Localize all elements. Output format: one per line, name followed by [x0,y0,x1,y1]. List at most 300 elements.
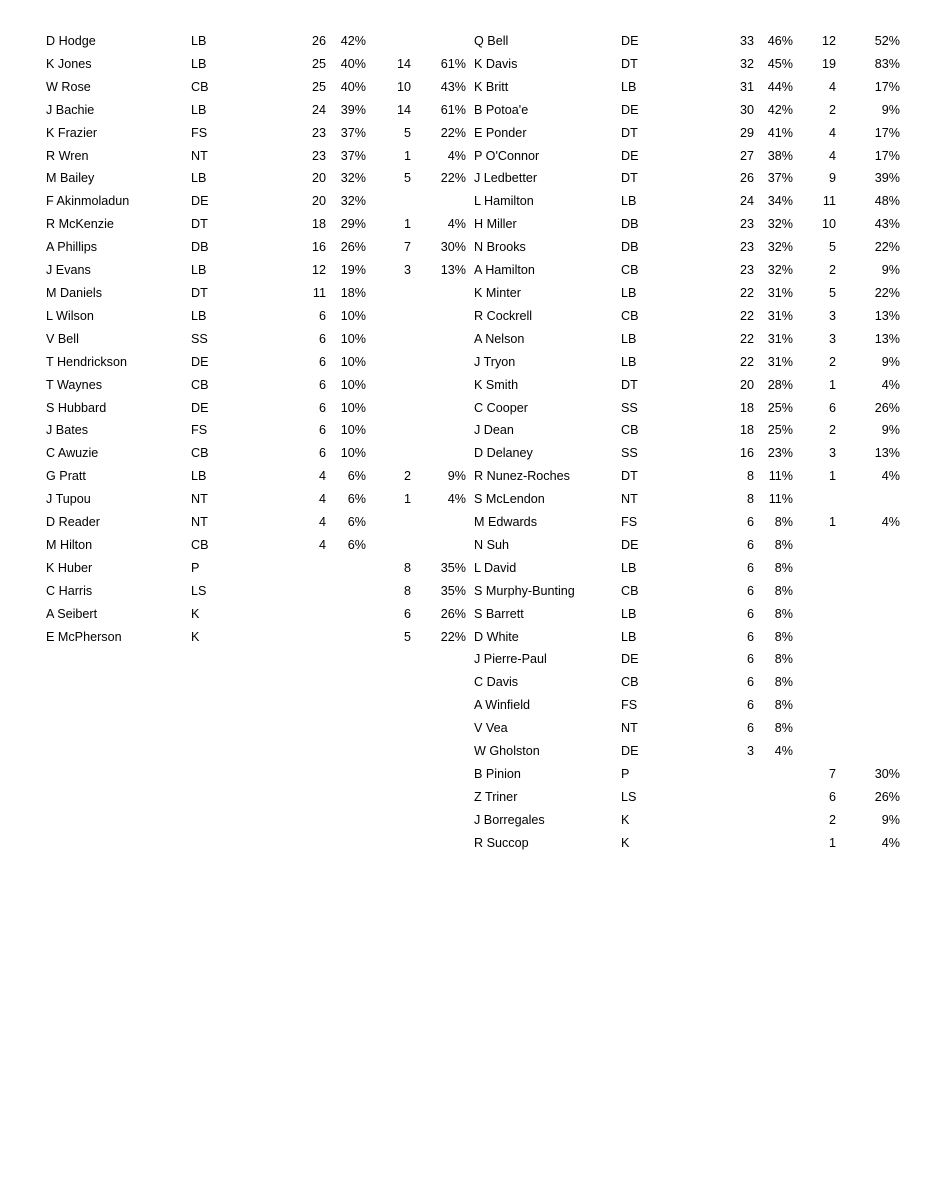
position: LS [191,583,207,598]
special-teams-snaps [793,534,836,557]
position: DB [621,240,639,255]
defense-snaps: 8 [746,469,754,484]
table-row [474,763,900,786]
position: K [621,812,630,827]
player-name: M Daniels [46,285,102,300]
table-row [474,145,900,168]
special-teams-snaps: 5 [403,171,411,186]
special-teams-snaps: 8 [403,583,411,598]
special-teams-snaps [366,374,411,397]
special-teams-snaps [793,557,836,580]
position: CB [621,308,639,323]
position: SS [621,400,638,415]
special-teams-snaps [366,534,411,557]
defense-snap-pct: 8% [774,652,793,667]
defense-snaps [301,580,326,603]
special-teams-snap-pct: 17% [874,125,900,140]
player-name: K Smith [474,377,519,392]
position: DT [621,469,638,484]
defense-snap-pct [754,832,793,855]
defense-snap-pct: 37% [340,148,366,163]
table-row [474,809,900,832]
player-name: D Delaney [474,446,533,461]
special-teams-snap-pct: 43% [440,79,466,94]
defense-snap-pct: 26% [340,240,366,255]
defense-snap-pct: 32% [340,194,366,209]
defense-snap-pct [326,603,366,626]
special-teams-snap-pct: 9% [447,469,466,484]
special-teams-snap-pct: 13% [874,331,900,346]
defense-snaps: 8 [746,492,754,507]
position: LB [621,194,637,209]
special-teams-snap-pct: 26% [874,789,900,804]
table-row [46,488,466,511]
special-teams-snap-pct: 26% [874,400,900,415]
defense-snap-pct: 25% [767,400,793,415]
table-row [474,626,900,649]
player-name: K Minter [474,285,521,300]
table-row [46,213,466,236]
table-row [474,282,900,305]
defense-snap-pct: 8% [774,515,793,530]
defense-snaps: 6 [746,515,754,530]
position: LB [621,354,637,369]
position: FS [191,423,208,438]
defense-snaps: 31 [739,79,754,94]
defense-snaps [731,832,754,855]
position: P [191,560,200,575]
table-row [474,30,900,53]
defense-snap-pct: 8% [774,629,793,644]
special-teams-snaps: 7 [828,767,836,781]
table-row [46,328,466,351]
position: LB [621,331,637,346]
table-row [46,626,466,649]
special-teams-snaps: 2 [828,423,836,438]
special-teams-snap-pct: 61% [440,102,466,117]
special-teams-snaps: 2 [828,102,836,117]
defense-snaps: 11 [312,285,326,300]
defense-snaps: 22 [739,354,754,369]
table-row [474,190,900,213]
player-name: E McPherson [46,629,122,644]
special-teams-snap-pct: 9% [881,102,900,117]
special-teams-snap-pct: 17% [874,79,900,94]
position: NT [621,721,638,736]
player-name: L Wilson [46,308,94,323]
special-teams-snaps: 10 [396,79,411,94]
special-teams-snap-pct: 35% [440,583,466,598]
special-teams-snap-pct: 30% [440,240,466,255]
special-teams-snaps: 4 [828,79,836,94]
special-teams-snaps: 1 [403,492,411,507]
position: LB [621,285,637,300]
player-name: M Hilton [46,537,93,552]
defense-snaps: 23 [739,263,754,278]
position: CB [621,263,639,278]
table-row [474,122,900,145]
special-teams-snaps [366,442,411,465]
position: DT [621,56,638,71]
defense-snap-pct [754,786,793,809]
table-row [46,580,466,603]
player-name: B Pinion [474,767,521,781]
player-name: F Akinmoladun [46,194,130,209]
defense-snap-pct: 31% [767,354,793,369]
defense-snaps: 6 [746,675,754,690]
player-name: C Awuzie [46,446,99,461]
table-row [46,374,466,397]
left-team-snap-table [46,30,466,648]
defense-snaps: 20 [311,171,326,186]
defense-snap-pct: 25% [767,423,793,438]
special-teams-snap-pct: 52% [874,34,900,48]
defense-snap-pct: 8% [774,560,793,575]
special-teams-snaps: 3 [828,308,836,323]
defense-snaps: 23 [739,217,754,232]
defense-snaps: 23 [311,148,326,163]
defense-snap-pct: 38% [767,148,793,163]
player-name: A Hamilton [474,263,535,278]
defense-snap-pct: 23% [767,446,793,461]
position: DE [191,194,209,209]
table-row [474,419,900,442]
special-teams-snaps: 1 [828,469,836,484]
special-teams-snap-pct: 13% [874,308,900,323]
defense-snaps [301,603,326,626]
special-teams-snaps [366,351,411,374]
position: CB [191,446,209,461]
defense-snap-pct: 29% [340,217,366,232]
defense-snap-pct: 19% [340,263,366,278]
defense-snap-pct: 45% [767,56,793,71]
special-teams-snaps: 5 [828,285,836,300]
right-team-snap-table [474,30,900,855]
table-row [474,603,900,626]
special-teams-snap-pct [836,717,900,740]
defense-snaps: 6 [318,423,326,438]
special-teams-snap-pct [836,626,900,649]
defense-snap-pct: 6% [347,469,366,484]
special-teams-snaps: 3 [828,446,836,461]
defense-snap-pct: 40% [340,79,366,94]
special-teams-snaps: 8 [403,560,411,575]
player-name: A Seibert [46,606,98,621]
defense-snap-pct: 10% [340,377,366,392]
special-teams-snap-pct [411,190,466,213]
special-teams-snaps: 1 [828,835,836,850]
defense-snaps: 6 [746,606,754,621]
player-name: R Wren [46,148,89,163]
defense-snaps: 23 [311,125,326,140]
defense-snap-pct: 40% [340,56,366,71]
defense-snap-pct: 37% [767,171,793,186]
defense-snap-pct: 32% [767,263,793,278]
defense-snaps: 6 [746,583,754,598]
player-name: L David [474,560,517,575]
special-teams-snaps: 1 [403,148,411,163]
table-row [474,580,900,603]
player-name: J Evans [46,263,91,278]
defense-snaps: 24 [739,194,754,209]
special-teams-snaps [366,190,411,213]
player-name: R Cockrell [474,308,533,323]
defense-snaps: 6 [746,629,754,644]
player-name: M Bailey [46,171,95,186]
position: DE [621,652,639,667]
special-teams-snap-pct [411,328,466,351]
defense-snaps: 22 [739,331,754,346]
special-teams-snaps: 14 [396,102,411,117]
position: DT [621,125,638,140]
special-teams-snap-pct: 48% [874,194,900,209]
player-name: T Waynes [46,377,102,392]
player-name: C Davis [474,675,519,690]
defense-snap-pct: 4% [774,744,793,759]
defense-snaps [301,557,326,580]
table-row [474,534,900,557]
special-teams-snap-pct: 4% [447,492,466,507]
defense-snaps: 4 [318,515,326,530]
defense-snap-pct [326,580,366,603]
special-teams-snaps [366,282,411,305]
special-teams-snaps: 5 [403,125,411,140]
special-teams-snap-pct: 9% [881,423,900,438]
player-name: W Rose [46,79,91,94]
defense-snaps: 26 [739,171,754,186]
position: SS [621,446,638,461]
table-row [474,511,900,534]
defense-snaps: 26 [311,34,326,48]
position: DB [191,240,209,255]
special-teams-snaps: 1 [828,515,836,530]
position: NT [621,492,638,507]
position: NT [191,492,208,507]
table-row [474,648,900,671]
special-teams-snap-pct [836,557,900,580]
defense-snaps: 16 [739,446,754,461]
special-teams-snaps [793,717,836,740]
defense-snap-pct: 6% [347,492,366,507]
special-teams-snap-pct [411,305,466,328]
special-teams-snap-pct: 22% [440,171,466,186]
defense-snap-pct: 46% [767,34,793,48]
special-teams-snaps: 6 [403,606,411,621]
position: FS [191,125,208,140]
position: DT [191,285,208,300]
player-name: K Huber [46,560,93,575]
special-teams-snap-pct: 22% [874,240,900,255]
defense-snap-pct: 10% [340,423,366,438]
special-teams-snap-pct [411,30,466,53]
defense-snaps: 27 [739,148,754,163]
special-teams-snap-pct: 4% [881,515,900,530]
defense-snaps: 6 [318,354,326,369]
defense-snaps: 12 [311,263,326,278]
defense-snaps: 6 [318,377,326,392]
table-row [474,374,900,397]
defense-snap-pct: 31% [767,331,793,346]
player-name: K Frazier [46,125,98,140]
defense-snaps: 25 [311,79,326,94]
player-name: J Dean [474,423,514,438]
defense-snap-pct: 41% [767,125,793,140]
table-row [474,694,900,717]
table-row [474,557,900,580]
table-row [46,99,466,122]
defense-snap-pct: 8% [774,721,793,736]
defense-snaps: 22 [739,285,754,300]
table-row [46,122,466,145]
defense-snap-pct: 18% [340,285,366,300]
position: CB [621,675,639,690]
defense-snap-pct [754,809,793,832]
special-teams-snaps: 5 [828,240,836,255]
table-row [474,671,900,694]
player-name: K Jones [46,56,92,71]
defense-snap-pct [754,763,793,786]
position: NT [191,515,208,530]
defense-snaps: 6 [746,652,754,667]
defense-snap-pct: 11% [768,469,793,484]
player-name: J Pierre-Paul [474,652,547,667]
special-teams-snap-pct [411,534,466,557]
special-teams-snap-pct [411,442,466,465]
defense-snaps: 29 [739,125,754,140]
special-teams-snap-pct [836,534,900,557]
position: DT [621,171,638,186]
defense-snaps: 18 [739,400,754,415]
left-team-rows [46,30,466,648]
player-name: N Brooks [474,240,526,255]
table-row [46,442,466,465]
table-row [46,30,466,53]
special-teams-snap-pct: 4% [447,217,466,232]
defense-snap-pct: 8% [774,606,793,621]
special-teams-snaps [366,419,411,442]
player-name: C Harris [46,583,93,598]
special-teams-snap-pct: 4% [447,148,466,163]
defense-snaps [731,763,754,786]
special-teams-snaps [793,603,836,626]
defense-snap-pct: 10% [340,354,366,369]
special-teams-snap-pct [411,397,466,420]
defense-snap-pct: 6% [347,515,366,530]
position: LB [621,606,637,621]
position: DE [621,148,639,163]
defense-snap-pct: 44% [767,79,793,94]
defense-snaps: 6 [746,721,754,736]
special-teams-snap-pct: 35% [440,560,466,575]
special-teams-snap-pct: 4% [881,835,900,850]
position: K [621,835,630,850]
player-name: D Reader [46,515,100,530]
position: CB [191,79,209,94]
special-teams-snaps [366,397,411,420]
player-name: W Gholston [474,744,540,759]
position: LS [621,789,637,804]
table-row [474,99,900,122]
player-name: J Tryon [474,354,516,369]
defense-snaps [731,786,754,809]
special-teams-snap-pct: 9% [881,263,900,278]
position: K [191,606,200,621]
defense-snap-pct: 31% [767,285,793,300]
special-teams-snap-pct: 83% [874,56,900,71]
special-teams-snap-pct [836,671,900,694]
player-name: N Suh [474,537,510,552]
table-row [474,786,900,809]
special-teams-snap-pct [836,603,900,626]
special-teams-snaps: 6 [828,400,836,415]
position: DT [191,217,208,232]
defense-snaps: 18 [739,423,754,438]
position: CB [621,583,639,598]
special-teams-snap-pct: 43% [874,217,900,232]
special-teams-snaps [366,305,411,328]
position: FS [621,515,638,530]
player-name: T Hendrickson [46,354,127,369]
position: DE [191,354,209,369]
position: DE [191,400,209,415]
defense-snap-pct: 6% [347,537,366,552]
special-teams-snaps: 11 [822,194,836,209]
special-teams-snaps [793,488,836,511]
table-row [46,465,466,488]
player-name: J Bates [46,423,88,438]
special-teams-snaps: 9 [828,171,836,186]
table-row [474,465,900,488]
defense-snaps: 16 [311,240,326,255]
player-name: V Bell [46,331,79,346]
defense-snaps: 6 [746,698,754,713]
table-row [46,76,466,99]
position: DT [621,377,638,392]
player-name: R Succop [474,835,529,850]
table-row [46,167,466,190]
defense-snap-pct: 10% [340,331,366,346]
special-teams-snaps: 2 [828,354,836,369]
player-name: C Cooper [474,400,528,415]
defense-snaps: 4 [318,537,326,552]
table-row [474,213,900,236]
position: LB [191,308,207,323]
special-teams-snap-pct: 30% [874,767,900,781]
special-teams-snap-pct: 4% [881,469,900,484]
table-row [46,236,466,259]
table-row [46,511,466,534]
special-teams-snap-pct: 17% [874,148,900,163]
table-row [46,53,466,76]
special-teams-snaps: 2 [828,812,836,827]
table-row [46,397,466,420]
defense-snaps: 6 [746,537,754,552]
defense-snap-pct: 8% [774,675,793,690]
player-name: J Bachie [46,102,95,117]
defense-snap-pct: 42% [767,102,793,117]
defense-snap-pct: 10% [340,308,366,323]
defense-snap-pct: 10% [340,446,366,461]
player-name: G Pratt [46,469,86,484]
player-name: J Ledbetter [474,171,538,186]
table-row [46,557,466,580]
defense-snaps: 32 [739,56,754,71]
special-teams-snaps [793,626,836,649]
player-name: Z Triner [474,789,518,804]
special-teams-snaps: 2 [828,263,836,278]
player-name: K Davis [474,56,518,71]
player-name: A Nelson [474,331,525,346]
